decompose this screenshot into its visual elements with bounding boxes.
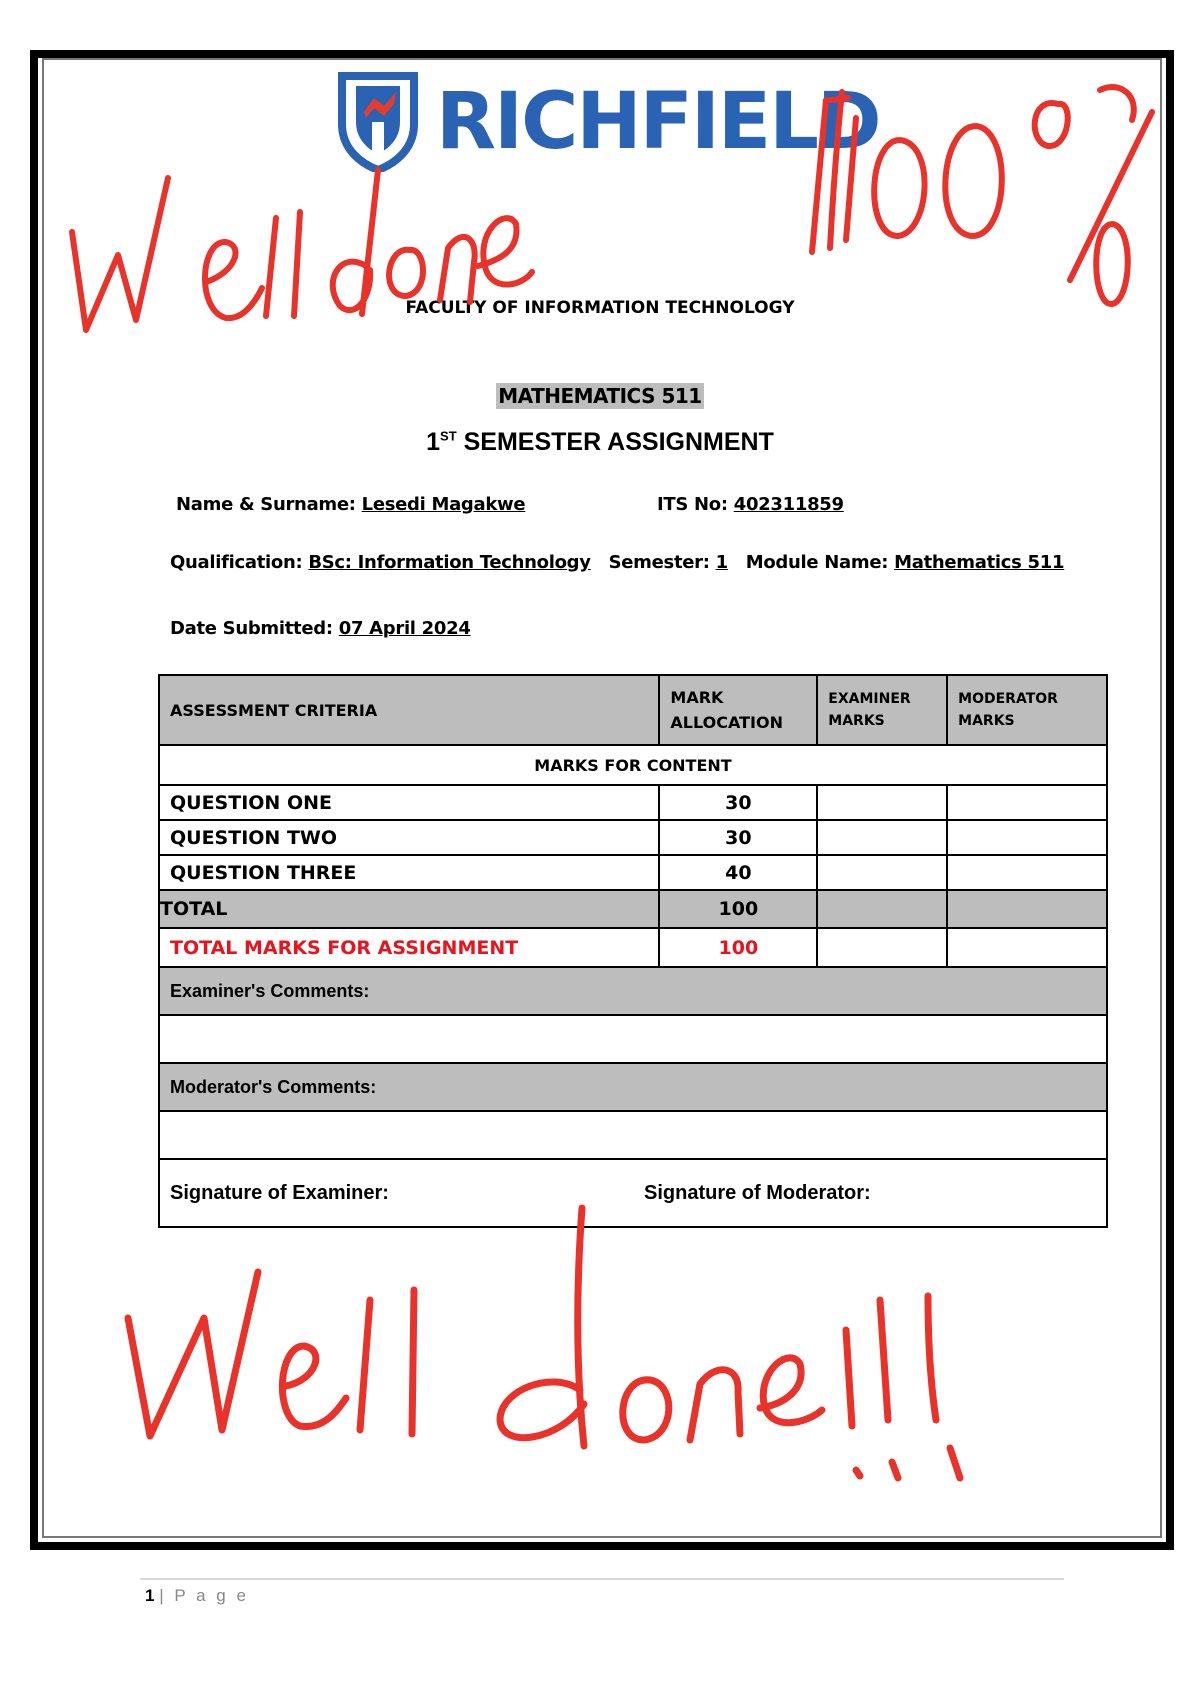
well-done-top-ink xyxy=(72,170,532,330)
semester-value: 1 xyxy=(715,552,728,573)
name-value: Lesedi Magakwe xyxy=(361,494,526,515)
grand-total-label: TOTAL MARKS FOR ASSIGNMENT xyxy=(159,928,659,967)
header-mark-allocation: MARK ALLOCATION xyxy=(659,675,817,745)
qualification-value: BSc: Information Technology xyxy=(308,552,591,573)
module-name-value: Mathematics 511 xyxy=(894,552,1065,573)
name-label: Name & Surname: xyxy=(176,494,356,515)
hundred-percent-ink xyxy=(812,87,1152,304)
assignment-title-sup: ST xyxy=(440,428,457,444)
criteria-cell: QUESTION ONE xyxy=(159,785,659,820)
its-value: 402311859 xyxy=(733,494,844,515)
module-title-text: MATHEMATICS 511 xyxy=(498,384,702,408)
total-label: TOTAL xyxy=(159,890,659,928)
signature-moderator-label: Signature of Moderator: xyxy=(644,1181,871,1204)
moderator-comments-label: Moderator's Comments: xyxy=(159,1063,1107,1111)
faculty-title: FACULTY OF INFORMATION TECHNOLOGY xyxy=(405,298,795,318)
its-label: ITS No: xyxy=(657,494,728,515)
page-number: 1 xyxy=(145,1586,155,1605)
module-name-label: Module Name: xyxy=(745,552,889,573)
qualification-label: Qualification: xyxy=(170,552,303,573)
criteria-cell: QUESTION THREE xyxy=(159,855,659,890)
grand-total-value: 100 xyxy=(659,928,817,967)
mark-cell: 30 xyxy=(659,785,817,820)
total-value: 100 xyxy=(659,890,817,928)
brand-name: RICHFIELD xyxy=(436,77,880,167)
mark-cell: 30 xyxy=(659,820,817,855)
assignment-title-rest: SEMESTER ASSIGNMENT xyxy=(456,428,774,456)
well-done-bottom-ink xyxy=(128,1208,960,1478)
date-value: 07 April 2024 xyxy=(338,618,471,639)
assignment-title-number: 1 xyxy=(426,428,441,456)
header-examiner-marks: EXAMINER MARKS xyxy=(817,675,947,745)
mark-cell: 40 xyxy=(659,855,817,890)
signature-examiner-label: Signature of Examiner: xyxy=(170,1181,389,1204)
header-moderator-marks: MODERATOR MARKS xyxy=(947,675,1107,745)
date-label: Date Submitted: xyxy=(170,618,333,639)
marks-for-content-label: MARKS FOR CONTENT xyxy=(159,745,1107,785)
criteria-cell: QUESTION TWO xyxy=(159,820,659,855)
header-criteria: ASSESSMENT CRITERIA xyxy=(159,675,659,745)
examiner-comments-label: Examiner's Comments: xyxy=(159,967,1107,1015)
page-label: | P a g e xyxy=(159,1586,249,1605)
semester-label: Semester: xyxy=(608,552,710,573)
